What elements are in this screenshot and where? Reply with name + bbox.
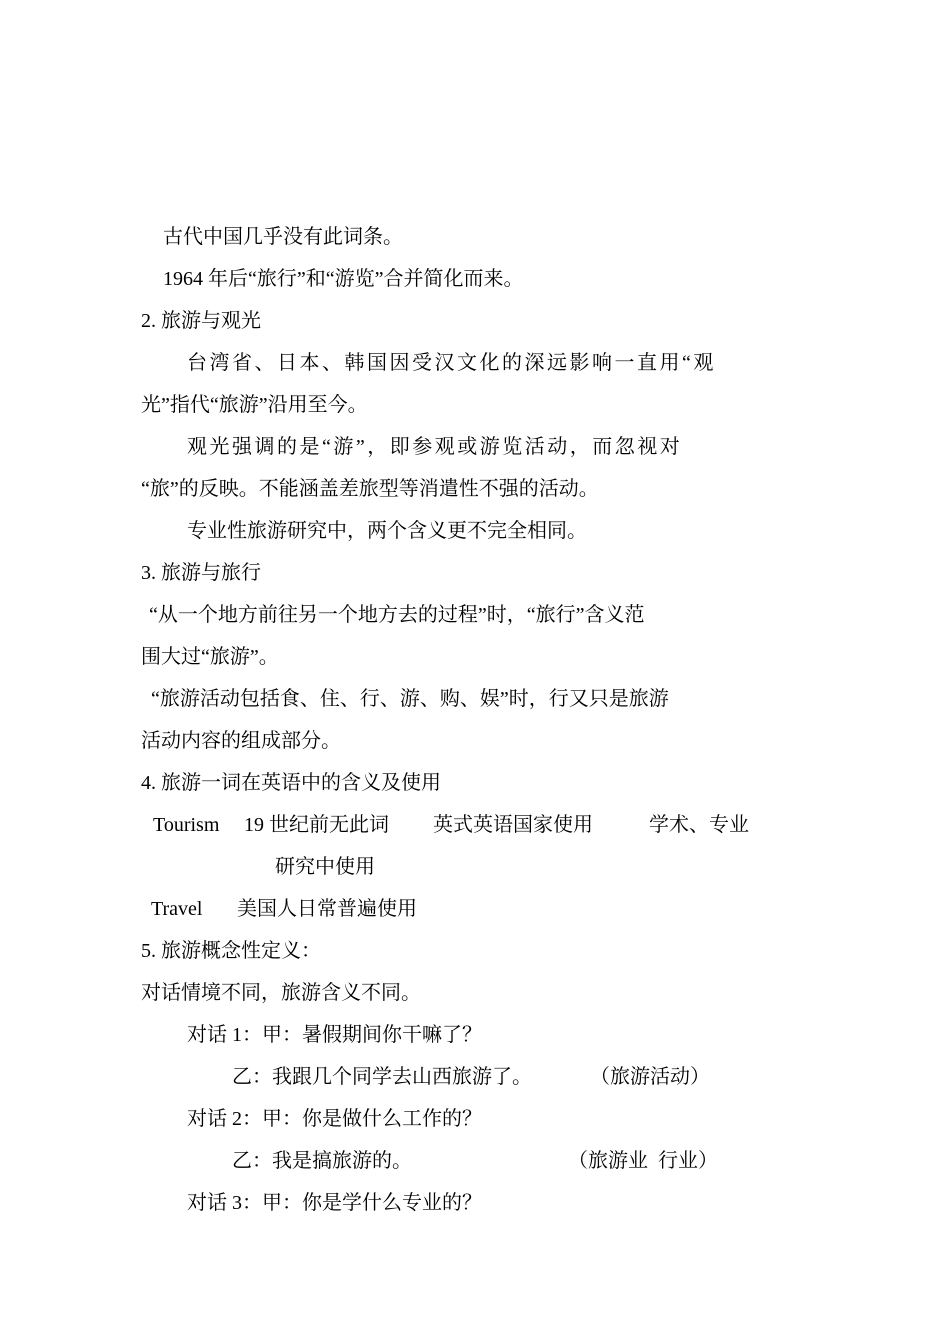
term-travel: Travel	[151, 898, 203, 920]
dialogue-note: （旅游业 行业）	[568, 1150, 718, 1172]
text-line: “旅”的反映。不能涵盖差旅型等消遣性不强的活动。	[141, 478, 599, 500]
section-heading: 4. 旅游一词在英语中的含义及使用	[141, 772, 441, 794]
text-line: “从一个地方前往另一个地方去的过程”时，“旅行”含义范	[149, 604, 645, 626]
text-line: 活动内容的组成部分。	[141, 730, 341, 752]
text-line: 专业性旅游研究中，两个含义更不完全相同。	[187, 520, 587, 542]
text-line: 英式英语国家使用	[433, 814, 593, 836]
text-line: 对话情境不同，旅游含义不同。	[141, 982, 421, 1004]
section-heading: 5. 旅游概念性定义：	[141, 940, 321, 962]
dialogue-line: 对话 2：甲：你是做什么工作的？	[187, 1108, 482, 1130]
text-line: 观光强调的是“游”，即参观或游览活动，而忽视对	[187, 436, 683, 458]
text-line: 19 世纪前无此词	[244, 814, 389, 836]
text-line: “旅游活动包括食、住、行、游、购、娱”时，行又只是旅游	[151, 688, 669, 710]
text-line: 光”指代“旅游”沿用至今。	[141, 394, 368, 416]
dialogue-line: 乙：我是搞旅游的。	[232, 1150, 412, 1172]
text-line: 围大过“旅游”。	[141, 646, 279, 668]
dialogue-note: （旅游活动）	[590, 1066, 710, 1088]
text-line: 古代中国几乎没有此词条。	[163, 226, 403, 248]
dialogue-line: 对话 3：甲：你是学什么专业的？	[187, 1192, 482, 1214]
text-line: 1964 年后“旅行”和“游览”合并简化而来。	[163, 268, 524, 290]
text-line: 美国人日常普遍使用	[237, 898, 417, 920]
section-heading: 3. 旅游与旅行	[141, 562, 261, 584]
text-line: 学术、专业	[649, 814, 749, 836]
term-tourism: Tourism	[153, 814, 220, 836]
dialogue-line: 对话 1：甲：暑假期间你干嘛了？	[187, 1024, 482, 1046]
section-heading: 2. 旅游与观光	[141, 310, 261, 332]
dialogue-line: 乙：我跟几个同学去山西旅游了。	[232, 1066, 532, 1088]
text-line: 研究中使用	[275, 856, 375, 878]
text-line: 台湾省、日本、韩国因受汉文化的深远影响一直用“观	[187, 352, 716, 374]
